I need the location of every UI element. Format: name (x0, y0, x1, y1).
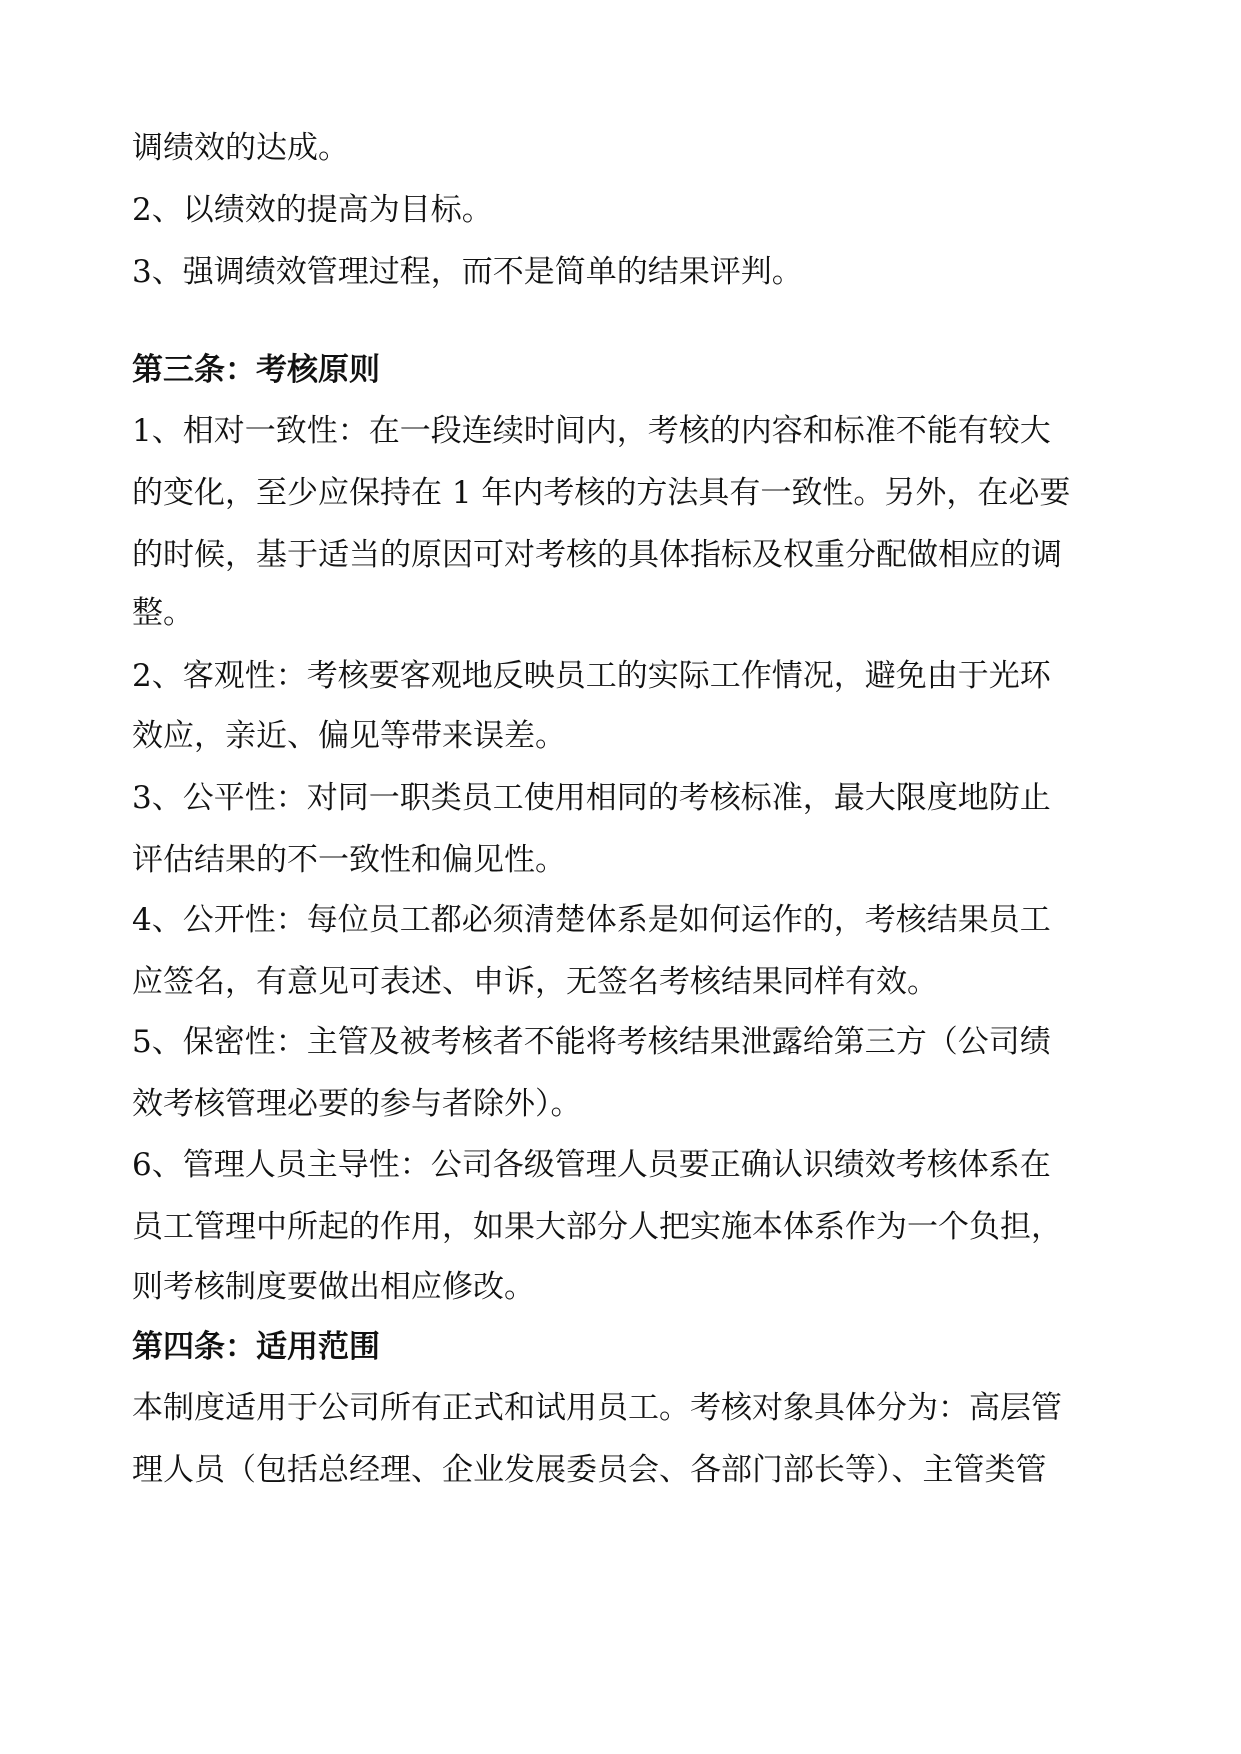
section-heading: 第三条：考核原则 (132, 352, 380, 388)
paragraph-line: 评估结果的不一致性和偏见性。 (132, 842, 566, 878)
list-item: 3、强调绩效管理过程，而不是简单的结果评判。 (132, 254, 803, 290)
list-item: 3、公平性：对同一职类员工使用相同的考核标准，最大限度地防止 (132, 780, 1051, 816)
paragraph-line: 员工管理中所起的作用，如果大部分人把实施本体系作为一个负担， (132, 1209, 1062, 1245)
paragraph-line: 则考核制度要做出相应修改。 (132, 1269, 535, 1305)
paragraph-line: 应签名，有意见可表述、申诉，无签名考核结果同样有效。 (132, 964, 938, 1000)
paragraph-line: 效应，亲近、偏见等带来误差。 (132, 718, 566, 754)
list-item: 6、管理人员主导性：公司各级管理人员要正确认识绩效考核体系在 (132, 1147, 1051, 1183)
section-heading: 第四条：适用范围 (132, 1329, 380, 1365)
paragraph-line: 的时候，基于适当的原因可对考核的具体指标及权重分配做相应的调 (132, 537, 1062, 573)
paragraph-line: 效考核管理必要的参与者除外）。 (132, 1086, 582, 1122)
list-item: 2、以绩效的提高为目标。 (132, 192, 493, 228)
paragraph-line: 理人员（包括总经理、企业发展委员会、各部门部长等）、主管类管 (132, 1452, 1047, 1488)
list-item: 2、客观性：考核要客观地反映员工的实际工作情况，避免由于光环 (132, 658, 1051, 694)
list-item: 4、公开性：每位员工都必须清楚体系是如何运作的，考核结果员工 (132, 902, 1051, 938)
paragraph-line: 调绩效的达成。 (132, 130, 349, 166)
paragraph-line: 的变化，至少应保持在 1 年内考核的方法具有一致性。另外，在必要 (132, 475, 1071, 511)
paragraph-line: 整。 (132, 595, 194, 631)
list-item: 5、保密性：主管及被考核者不能将考核结果泄露给第三方（公司绩 (132, 1024, 1051, 1060)
paragraph-line: 本制度适用于公司所有正式和试用员工。考核对象具体分为：高层管 (132, 1390, 1062, 1426)
list-item: 1、相对一致性：在一段连续时间内，考核的内容和标准不能有较大 (132, 413, 1051, 449)
